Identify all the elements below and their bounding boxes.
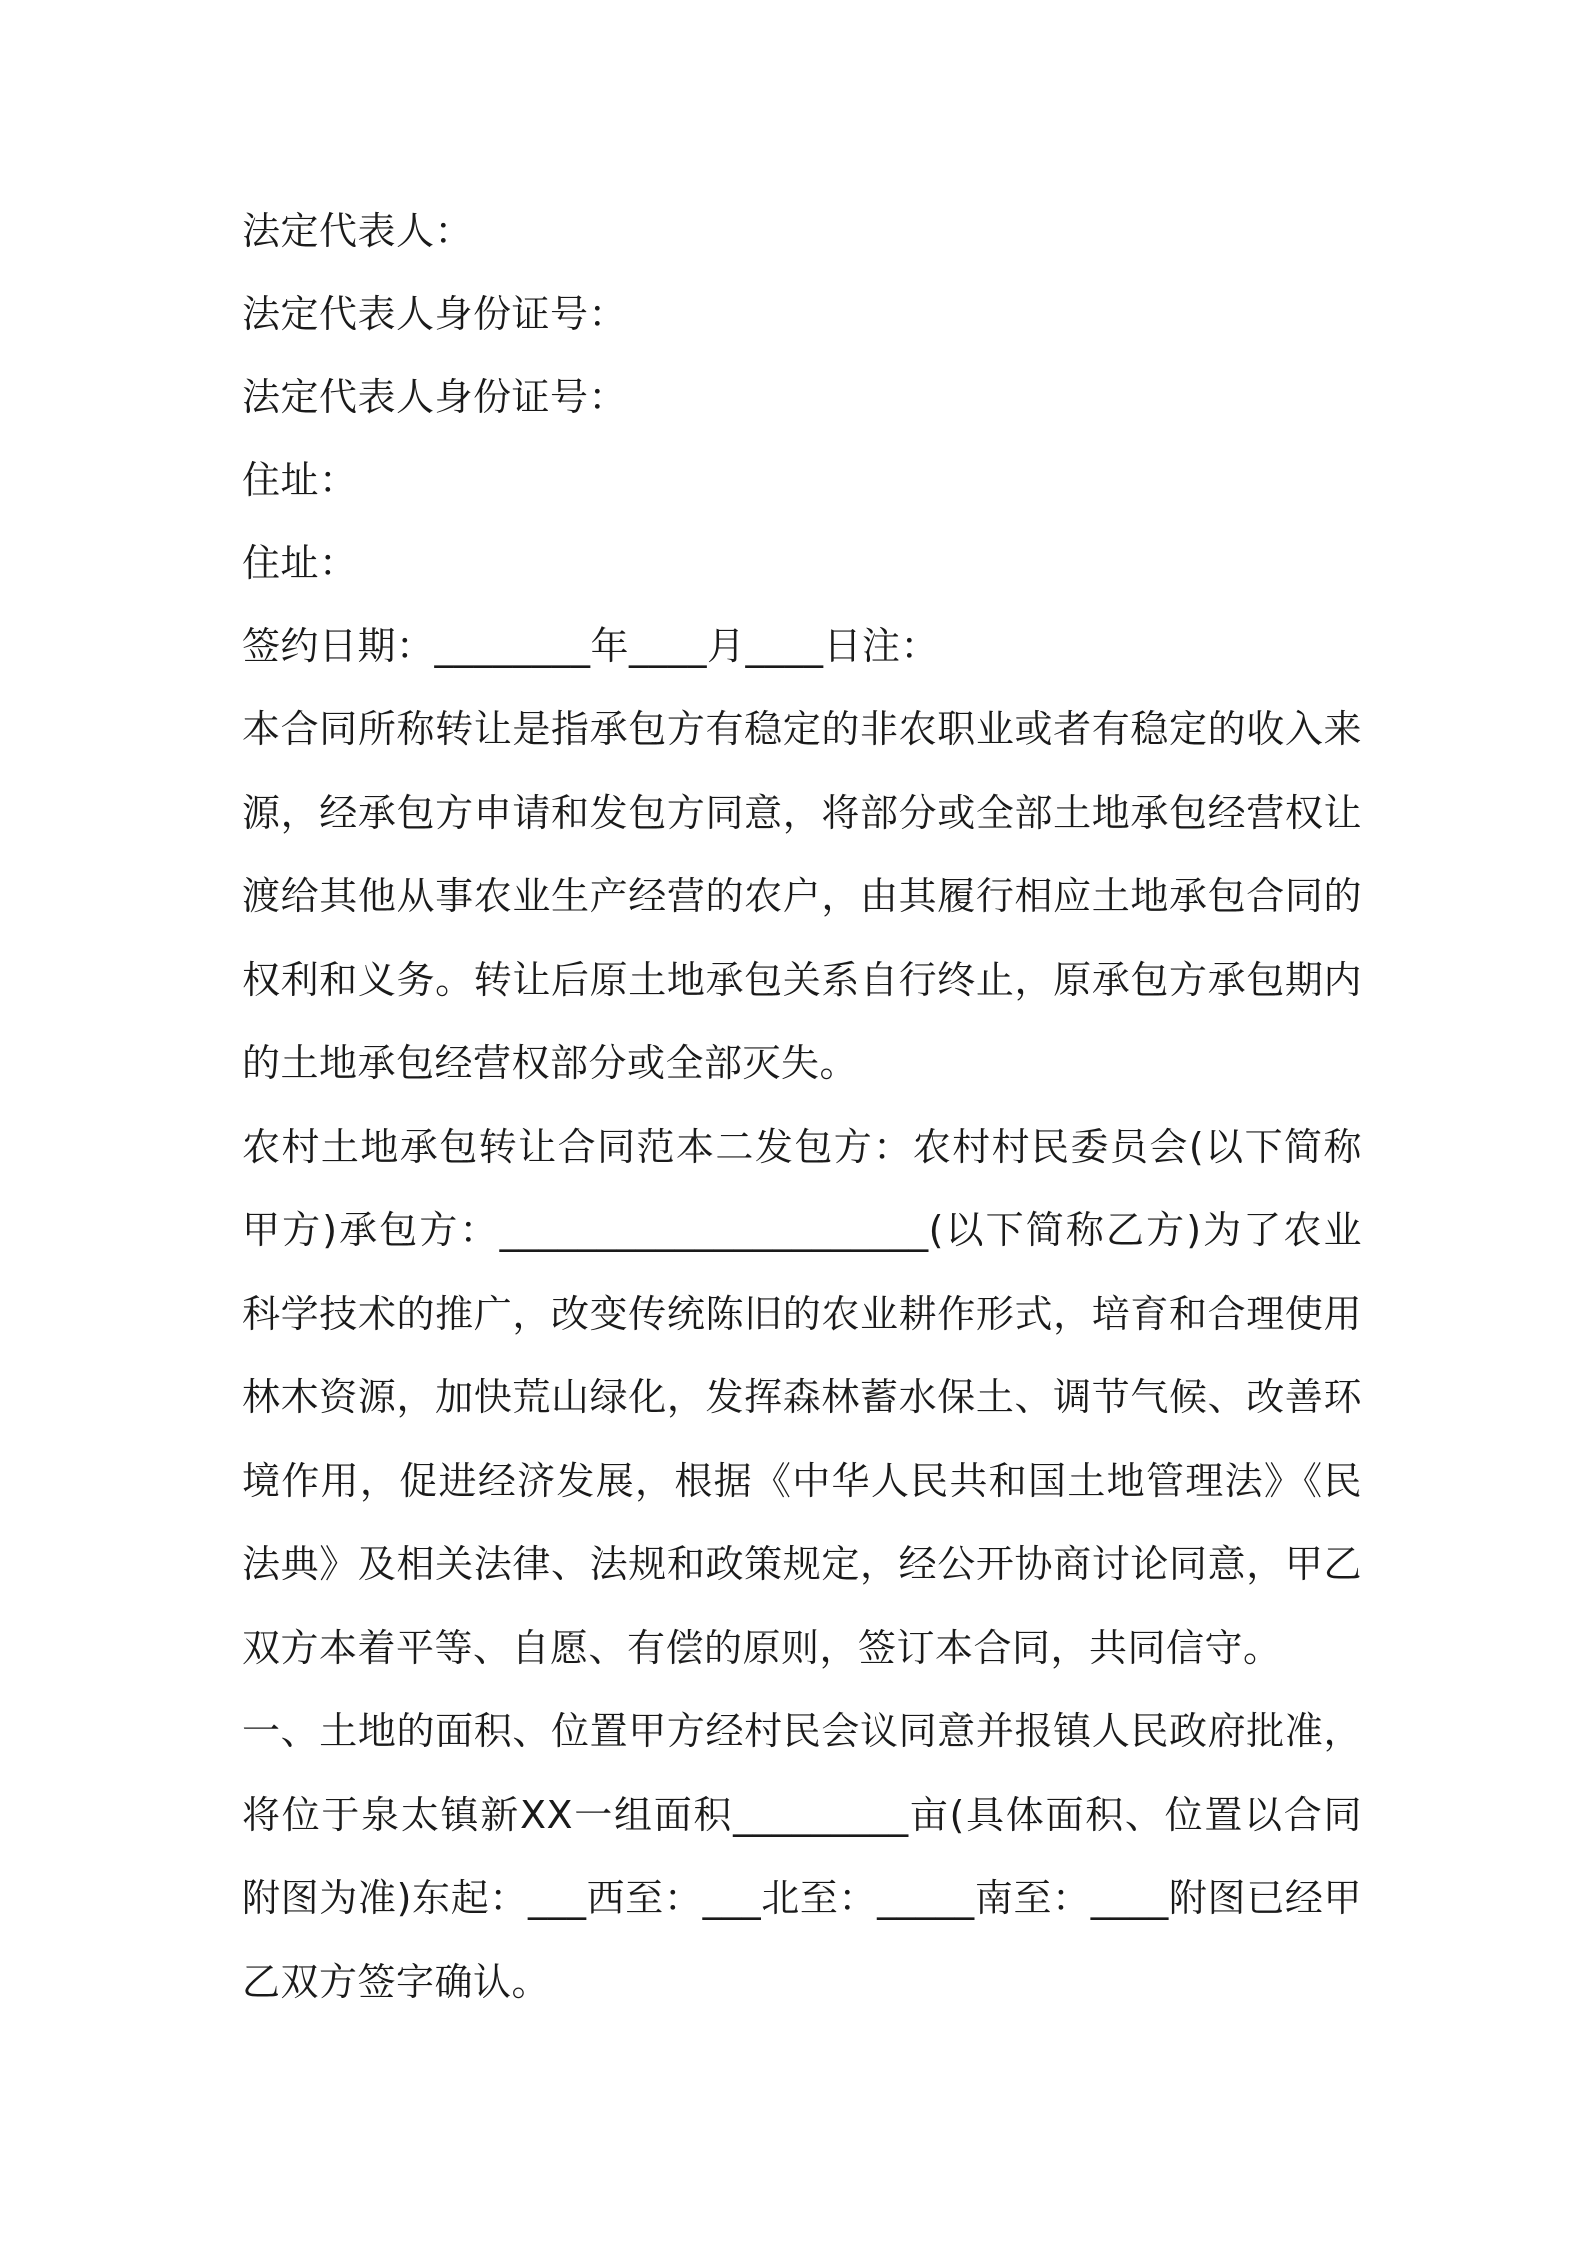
signing-date-field: 签约日期：________年____月____日注：	[242, 624, 940, 668]
legal-representative-id-field-2: 法定代表人身份证号：	[242, 375, 628, 419]
contract-preamble-paragraph: 农村土地承包转让合同范本二发包方：农村村民委员会(以下简称甲方)承包方：______________________(以下简称乙方)为了农业科学技术的推广，改变传统陈旧的农业耕作形式，培育和合理使用林木资源，加快荒山绿化，发挥森林蓄水保土、调节气候、改善环境作用，促进经济发展，根据《中华人民共和国土地管理法》《民法典》及相关法律、法规和政策规定，经公开协商讨论同意，甲乙双方本着平等、自愿、有偿的原则，签订本合同，共同信守。	[242, 1124, 1362, 1670]
document-page	[242, 190, 1362, 2024]
transfer-definition-paragraph: 本合同所称转让是指承包方有稳定的非农职业或者有稳定的收入来源，经承包方申请和发包方同意，将部分或全部土地承包经营权让渡给其他从事农业生产经营的农户，由其履行相应土地承包合同的权利和义务。转让后原土地承包关系自行终止，原承包方承包期内的土地承包经营权部分或全部灭失。	[242, 707, 1362, 1085]
legal-representative-id-field: 法定代表人身份证号：	[242, 292, 628, 336]
land-area-location-paragraph: 一、土地的面积、位置甲方经村民会议同意并报镇人民政府批准，将位于泉太镇新XX一组面积_________亩(具体面积、位置以合同附图为准)东起：___西至：___北至：_____南至：____附图已经甲乙双方签字确认。	[242, 1709, 1362, 2004]
legal-representative-field: 法定代表人：	[242, 209, 474, 253]
address-field: 住址：	[242, 458, 358, 502]
address-field-2: 住址：	[242, 541, 358, 585]
